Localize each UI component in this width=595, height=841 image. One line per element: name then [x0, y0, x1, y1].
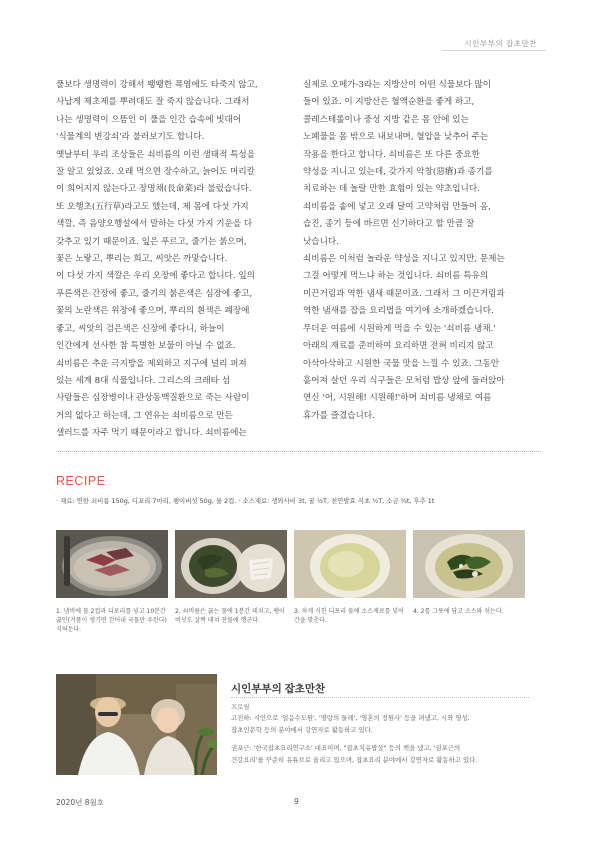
- right-column: [303, 77, 541, 425]
- paragraph: 쇠비름은 이처럼 놀라운 약성을 지니고 있지만, 문제는 그걸 어떻게 먹느냐 하는 것입니다. 쇠비름 특유의 미끈거림과 역한 냄새 때문이죠. 그래서 그 미끈거림과 역한 냄새를 잡을 요리법을 여기에 소개하겠습니다.: [303, 254, 505, 317]
- paragraph: 무더운 여름에 시원하게 먹을 수 있는 '쇠비름 냉채.' 아래의 재료를 준비하여 요리하면 전혀 비리지 않고 아삭아삭하고 시원한 국물 맛을 느낄 수 있죠. 그동안 흩어져 살던 우리 식구들은 모처럼 밥상 앞에 둘러앉아 연신 '어, 시원해! 시원해!'하며 쇠비름 냉채로 여름 휴가를 즐겼습니다.: [303, 323, 505, 421]
- profile-label: 프로필: [231, 703, 250, 711]
- step-4-photo: [413, 530, 525, 598]
- step-1-photo: [56, 530, 168, 598]
- step-3-caption: 3. 차게 식힌 디포리 물에 소스재료를 넣어 간을 맞춘다.: [294, 608, 404, 625]
- page-number: 9: [294, 797, 299, 806]
- running-header: 시인부부의 잡초만찬: [464, 39, 537, 48]
- step-1-caption: 1. 냄비에 물 2컵과 디포리를 넣고 10분간 끓인(거품이 생기면 걷어내 국물만 우린다) 식혀둔다.: [56, 608, 167, 634]
- author-photo: [56, 674, 217, 775]
- author-bio-1: 고진하: 시인으로 '얼음수도원', '명랑의 둘레', '영혼의 정원사' 등을 펴냈고, 시와 영성, 잡초인문학 등의 분야에서 강연자로 활동하고 있다.: [231, 714, 470, 734]
- section-divider: [56, 451, 541, 452]
- issue-label: 2020년 8월호: [56, 798, 104, 807]
- author-divider: [231, 697, 529, 698]
- author-bio-2: 권포근: '한국잡초요리연구소' 대표이며, "잡초치유밥상" 등의 책을 냈고, '권포근의 건강요리'를 꾸준히 유튜브로 올리고 있으며, 잡초요리 분야에서 강연자로 활동하고 있다.: [231, 744, 478, 764]
- step-2-photo: [175, 530, 287, 598]
- paragraph: 실제로 오메가-3라는 지방산이 어떤 식물보다 많이 들어 있죠. 이 지방산은 혈액순환을 좋게 하고, 콜레스테롤이나 중성 지방 같은 몸 안에 있는 노폐물을 몸 밖으로 내보내며, 혈압을 낮추어 주는 작용을 한다고 합니다. 쇠비름은 또 다른 중요한 약성을 지니고 있는데, 갖가지 악창(惡瘡)과 종기를 치료하는 데 놀랄 만한 효험이 있는 약초입니다. 쇠비름을 솥에 넣고 오래 달여 고약처럼 만들어 옴, 습진, 종기 등에 바르면 신기하다고 할 만큼 잘 낫습니다.: [303, 80, 493, 247]
- header-rule: [442, 50, 546, 51]
- step-3-photo: [294, 530, 406, 598]
- recipe-heading: RECIPE: [56, 474, 106, 488]
- paragraph: 풀보다 생명력이 강해서 뙝뙝한 폭염에도 타죽지 않고, 사납게 제초제를 뿌려대도 잘 죽지 않습니다. 그래서 나는 생명력이 으뜸인 이 풀을 인간 습속에 빗대어 '식물계의 변강쇠'라 불러보기도 합니다.: [56, 80, 258, 143]
- paragraph: 쇠비름은 추운 극지방을 제외하고 지구에 널리 퍼져 있는 세계 8대 식물입니다. 그리스의 크레타 섬 사람들은 심장병이나 관상동맥질환으로 죽는 사람이 거의 없다고 하는데, 그 연유는 쇠비름으로 만든 샐러드를 자주 먹기 때문이라고 합니다. 쇠비름에는: [56, 358, 250, 439]
- ingredients-line: · 재료: 연한 쇠비름 150g, 디포리 7마리, 팽이버섯 50g, 물 2컵. · 소스재료: 생와사비 3t, 꿀 ½T, 천연발효 식초 ½T, 소금 ¼t, 후추 1t: [56, 497, 435, 505]
- paragraph: 옛날부터 우리 조상들은 쇠비름의 이런 생태적 특성을 잘 알고 있었죠. 오래 먹으면 장수하고, 늙어도 머리칼 이 희어지지 않는다고 장명채(長命菜)라 불렀습니다. 또 오행초(五行草)라고도 했는데, 제 몸에 다섯 가지 색깔, 즉 음양오행설에서 말하는 다섯 가지 기운을 다 갖추고 있기 때문이죠. 잎은 푸르고, 줄기는 붉으며, 꽃은 노랗고, 뿌리는 희고, 씨앗은 까맣습니다.: [56, 149, 256, 265]
- left-column: [56, 77, 283, 443]
- author-heading: 시인부부의 잡초만찬: [231, 683, 326, 695]
- paragraph: 이 다섯 가지 색깔은 우리 오장에 좋다고 합니다. 잎의 푸른색은 간장에 좋고, 줄기의 붉은색은 심장에 좋고, 꽃의 노란색은 위장에 좋으며, 뿌리의 흰색은 폐장에 좋고, 씨앗의 검은색은 신장에 좋다니, 하늘이 인간에게 선사한 참 특별한 보물이 아닐 수 없죠.: [56, 271, 255, 352]
- step-2-caption: 2. 쇠비름은 끓는 물에 1분간 데치고, 팽이버섯도 살짝 데쳐 찬물에 헹군다.: [175, 608, 285, 625]
- step-4-caption: 4. 2를 그릇에 담고 소스와 섞는다.: [413, 608, 504, 615]
